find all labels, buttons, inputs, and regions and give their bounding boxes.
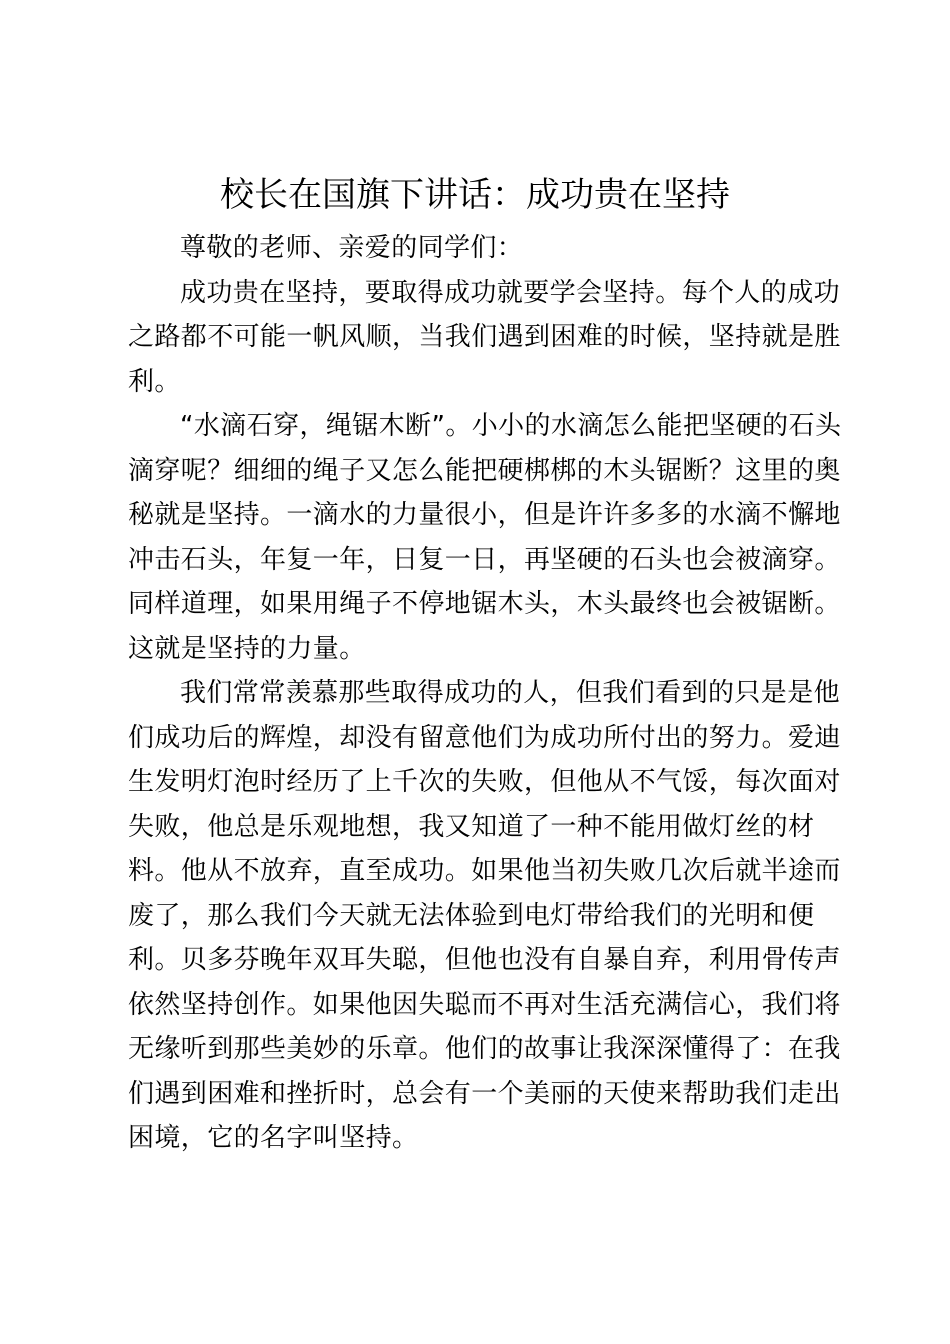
paragraph-2: “水滴石穿，绳锯木断”。小小的水滴怎么能把坚硬的石头滴穿呢？细细的绳子又怎么能把硬梆梆的木头锯断？这里的奥秘就是坚持。一滴水的力量很小，但是许许多多的水滴不懈地冲击石头，年复一年，日复一日，再坚硬的石头也会被滴穿。同样道理，如果用绳子不停地锯木头，木头最终也会被锯断。这就是坚持的力量。 [128, 411, 842, 664]
document-title: 校长在国旗下讲话：成功贵在坚持 [220, 175, 730, 215]
paragraph-1: 成功贵在坚持，要取得成功就要学会坚持。每个人的成功之路都不可能一帆风顺，当我们遇到困难的时候，坚持就是胜利。 [128, 277, 841, 397]
paragraph-3: 我们常常羡慕那些取得成功的人，但我们看到的只是是他们成功后的辉煌，却没有留意他们为成功所付出的努力。爱迪生发明灯泡时经历了上千次的失败，但他从不气馁，每次面对失败，他总是乐观地想，我又知道了一种不能用做灯丝的材料。他从不放弃，直至成功。如果他当初失败几次后就半途而废了，那么我们今天就无法体验到电灯带给我们的光明和便利。贝多芬晚年双耳失聪，但他也没有自暴自弃，利用骨传声依然坚持创作。如果他因失聪而不再对生活充满信心，我们将无缘听到那些美妙的乐章。他们的故事让我深深懂得了：在我们遇到困难和挫折时，总会有一个美丽的天使来帮助我们走出困境，它的名字叫坚持。 [128, 678, 841, 1153]
document-body [128, 226, 852, 1161]
salutation: 尊敬的老师、亲爱的同学们： [180, 233, 524, 263]
